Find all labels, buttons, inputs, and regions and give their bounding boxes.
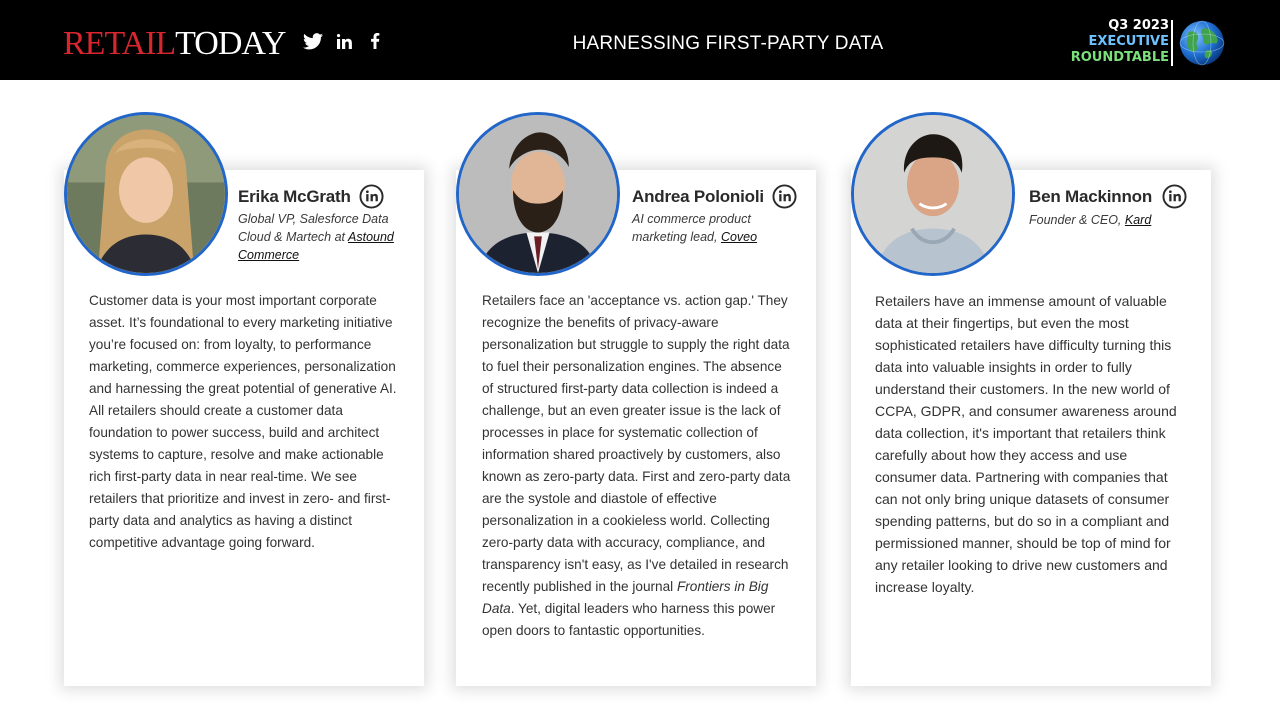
linkedin-icon[interactable]: [359, 184, 384, 209]
journal-title: Frontiers in Big Data: [482, 579, 769, 616]
speaker-role: AI commerce product marketing lead, Coveo: [632, 212, 758, 244]
header-bar: [0, 0, 1280, 80]
avatar-ben-mackinnon: [851, 112, 1015, 276]
facebook-icon[interactable]: [364, 30, 386, 52]
speaker-name: Erika McGrath: [238, 186, 351, 206]
company-link-kard[interactable]: Kard: [1124, 213, 1152, 227]
badge-divider: [1171, 20, 1173, 66]
speaker-quote: Customer data is your most important corporate asset. It’s foundational to every marketing initiative you’re focused on: from loyalty, to performance marketing, commerce experiences, personalization and harnessing the great potential of generative AI. All retailers should create a customer data foundation to power success, build and architect systems to capture, resolve and make actionable rich first-party data in near real-time. We see retailers that prioritize and invest in zero- and first-party data and analytics as having a distinct competitive advantage going forward.: [89, 293, 397, 550]
company-link-astound[interactable]: Astound Commerce: [238, 230, 394, 262]
linkedin-icon[interactable]: [772, 184, 797, 209]
company-link-coveo[interactable]: Coveo: [720, 230, 758, 244]
linkedin-icon[interactable]: [333, 30, 355, 52]
avatar-erika-mcgrath: [64, 112, 228, 276]
logo-retail: RETAIL: [63, 25, 176, 62]
avatar-andrea-polonioli: [456, 112, 620, 276]
logo-today: TODAY: [175, 25, 286, 62]
retail-today-logo[interactable]: [63, 26, 285, 62]
speaker-name: Ben Mackinnon: [1029, 186, 1153, 206]
speaker-role: Founder & CEO, Kard: [1029, 213, 1152, 227]
speaker-quote: Retailers have an immense amount of valuable data at their fingertips, but even the most sophisticated retailers have difficulty turning this data into valuable insights in order to fully understand their customers. In the new world of CCPA, GDPR, and consumer awareness around data collection, it's important that retailers think carefully about how they access and use consumer data. Partnering with companies that can not only bring unique datasets of consumer spending patterns, but do so in a compliant and permissioned manner, should be top of mind for any retailer looking to drive new customers and increase loyalty.: [875, 293, 1177, 595]
globe-icon: [1179, 20, 1225, 66]
linkedin-icon[interactable]: [1162, 184, 1187, 209]
speaker-name: Andrea Polonioli: [632, 186, 764, 206]
speaker-role: Global VP, Salesforce Data Cloud & Martech at Astound Commerce: [238, 212, 394, 262]
speaker-quote: Retailers face an 'acceptance vs. action gap.' They recognize the benefits of privacy-aware personalization but struggle to supply the right data to fuel their personalization engines. The absence of structured first-party data collection is indeed a challenge, but an even greater issue is the lack of processes in place for systematic collection of information shared proactively by customers, also known as zero-party data. First and zero-party data are the systole and diastole of effective personalization in a cookieless world. Collecting zero-party data with accuracy, compliance, and transparency isn't easy, as I've detailed in research recently published in the journal Frontiers in Big Data. Yet, digital leaders who harness this power open doors to fantastic opportunities.: [482, 293, 791, 638]
twitter-icon[interactable]: [302, 30, 324, 52]
badge-executive: EXECUTIVE: [1088, 34, 1169, 49]
page-title: HARNESSING FIRST-PARTY DATA: [572, 33, 884, 54]
badge-roundtable: ROUNDTABLE: [1070, 50, 1169, 65]
social-links: [302, 30, 386, 52]
badge-quarter: Q3 2023: [1108, 18, 1169, 33]
executive-roundtable-badge: [1070, 18, 1225, 70]
